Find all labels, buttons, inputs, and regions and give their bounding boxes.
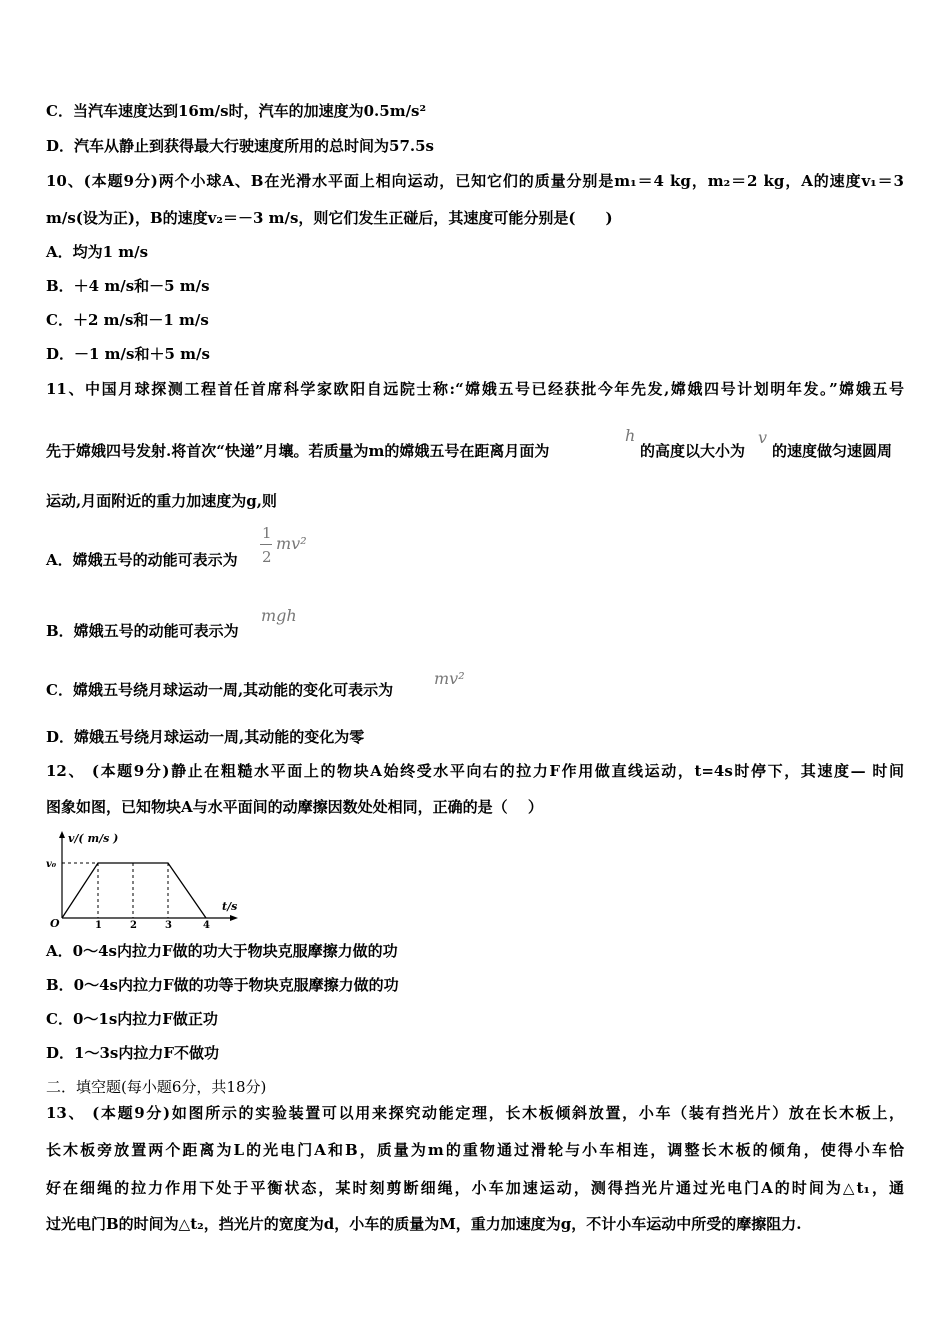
q10-option-d: D．－1 m/s和＋5 m/s	[46, 345, 210, 363]
q13-stem-2: 长木板旁放置两个距离为L的光电门A和B，质量为m的重物通过滑轮与小车相连，调整长木板的倾角，使得小车恰	[46, 1141, 904, 1159]
tick-label-2: 2	[130, 920, 137, 931]
q11-stem-2b: 的高度以大小为	[640, 442, 746, 460]
fraction-bar	[260, 544, 272, 545]
tick-label-4: 4	[203, 920, 210, 931]
math-mv2-c: mv²	[434, 669, 465, 688]
q13-stem-1: 13、 (本题9分)如图所示的实验装置可以用来探究动能定理，长木板倾斜放置，小车（装有挡光片）放在长木板上，	[46, 1104, 904, 1122]
math-mv2-a: mv²	[276, 534, 307, 553]
velocity-time-graph	[44, 828, 244, 932]
math-mgh: mgh	[261, 606, 297, 625]
line-9c: C．当汽车速度达到16m/s时，汽车的加速度为0.5m/s²	[46, 102, 427, 120]
fraction-denominator: 2	[262, 548, 272, 566]
q11-option-d: D．嫦娥五号绕月球运动一周,其动能的变化为零	[46, 728, 365, 746]
x-axis-arrow	[230, 915, 238, 921]
q11-stem-3: 运动,月面附近的重力加速度为g,则	[46, 492, 277, 510]
tick-label-1: 1	[95, 920, 102, 931]
q12-stem-1: 12、 (本题9分)静止在粗糙水平面上的物块A始终受水平向右的拉力F作用做直线运动，t=4s时停下，其速度— 时间	[46, 762, 904, 780]
x-axis-label: t/s	[222, 900, 238, 913]
q10-option-a: A．均为1 m/s	[46, 243, 149, 261]
math-v: v	[758, 428, 768, 447]
q10-option-b: B．＋4 m/s和－5 m/s	[46, 277, 210, 295]
q12-option-b: B．0～4s内拉力F做的功等于物块克服摩擦力做的功	[46, 976, 399, 994]
velocity-curve	[62, 863, 206, 918]
q10-stem-2: m/s(设为正)，B的速度v₂＝－3 m/s，则它们发生正碰后，其速度可能分别是( )	[46, 209, 613, 227]
y-axis-label: v/( m/s )	[68, 832, 119, 845]
section-heading: 二．填空题(每小题6分，共18分)	[46, 1078, 267, 1096]
fraction-numerator: 1	[262, 524, 272, 542]
origin-label: O	[50, 917, 60, 930]
q11-option-a: A．嫦娥五号的动能可表示为	[46, 551, 238, 569]
q12-option-a: A．0～4s内拉力F做的功大于物块克服摩擦力做的功	[46, 942, 398, 960]
q11-option-b: B．嫦娥五号的动能可表示为	[46, 622, 239, 640]
q13-stem-4: 过光电门B的时间为△t₂，挡光片的宽度为d，小车的质量为M，重力加速度为g，不计小车运动中所受的摩擦阻力.	[46, 1215, 802, 1233]
q10-option-c: C．＋2 m/s和－1 m/s	[46, 311, 209, 329]
q12-option-c: C．0～1s内拉力F做正功	[46, 1010, 218, 1028]
y-axis-arrow	[59, 831, 65, 838]
q11-stem-2c: 的速度做匀速圆周	[772, 442, 893, 460]
q11-option-c: C．嫦娥五号绕月球运动一周,其动能的变化可表示为	[46, 681, 394, 699]
v0-label: v₀	[46, 859, 57, 870]
math-h: h	[625, 426, 636, 445]
q12-option-d: D．1～3s内拉力F不做功	[46, 1044, 219, 1062]
tick-label-3: 3	[165, 920, 172, 931]
q11-stem-2a: 先于嫦娥四号发射.将首次“快递”月壤。若质量为m的嫦娥五号在距离月面为	[46, 442, 550, 460]
line-9d: D．汽车从静止到获得最大行驶速度所用的总时间为57.5s	[46, 137, 434, 155]
q11-stem-1: 11、中国月球探测工程首任首席科学家欧阳自远院士称:“嫦娥五号已经获批今年先发,嫦娥四号计划明年发。”嫦娥五号	[46, 380, 904, 398]
q12-stem-2: 图象如图，已知物块A与水平面间的动摩擦因数处处相同，正确的是（ ）	[46, 798, 543, 816]
q13-stem-3: 好在细绳的拉力作用下处于平衡状态，某时刻剪断细绳，小车加速运动，测得挡光片通过光电门A的时间为△t₁，通	[46, 1179, 904, 1197]
q10-stem-1: 10、(本题9分)两个小球A、B在光滑水平面上相向运动，已知它们的质量分别是m₁＝4 kg，m₂＝2 kg，A的速度v₁＝3	[46, 172, 904, 190]
